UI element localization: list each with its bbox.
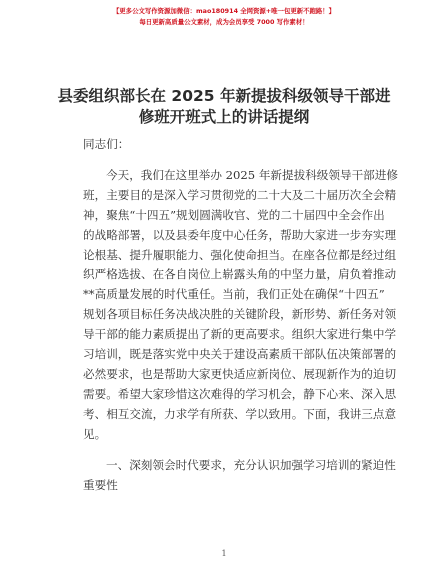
paragraph-line: 班，主要目的是深入学习贯彻党的二十大及二十届历次全会精 (83, 187, 397, 202)
document-title (30, 86, 418, 128)
paragraph-line: 神，聚焦“十四五”规划圆满收官、党的二十届四中全会作出 (83, 207, 385, 222)
promo-banner-line-2: 每日更新高质量公文素材，成为会员享受 7000 写作素材！ (139, 18, 309, 26)
section-heading-1 (83, 456, 396, 496)
promo-banner-line-1: 【更多公文写作资源加微信：mao180914 全网资源+唯一包更新不跑路！】 (112, 7, 336, 15)
paragraph-line: 的战略部署，以及县委年度中心任务，帮助大家进一步夯实理 (83, 227, 397, 242)
paragraph-line: 织严格选拔、在各自岗位上崭露头角的中坚力量，肩负着推动 (83, 267, 397, 282)
document-title-line-1: 县委组织部长在 2025 年新提拔科级领导干部进 (57, 87, 391, 105)
paragraph-line: 考、相互交流，力求学有所获、学以致用。下面，我讲三点意 (83, 406, 397, 421)
document-body (83, 135, 398, 495)
paragraph-line: **高质量发展的时代重任。当前，我们正处在确保“十四五” (83, 287, 385, 302)
paragraph-line: 需要。希望大家珍惜这次难得的学习机会，静下心来、深入思 (83, 386, 397, 401)
promo-banner (0, 6, 448, 28)
greeting-text: 同志们： (83, 137, 130, 151)
heading-line: 一、深刻领会时代要求，充分认识加强学习培训的紧迫性 (106, 457, 396, 472)
document-title-line-2: 修班开班式上的讲话提纲 (138, 108, 310, 126)
paragraph-1 (83, 166, 398, 445)
paragraph-line: 导干部的能力素质提出了新的更高要求。组织大家进行集中学 (83, 327, 397, 342)
paragraph-line: 今天，我们在这里举办 2025 年新提拔科级领导干部进修 (106, 167, 398, 182)
paragraph-line: 习培训，既是落实党中央关于建设高素质干部队伍决策部署的 (83, 347, 397, 362)
paragraph-line: 规划各项目标任务决战决胜的关键阶段，新形势、新任务对领 (83, 307, 397, 322)
heading-line: 重要性 (83, 477, 118, 492)
greeting (83, 135, 379, 155)
page-number: 1 (221, 549, 227, 558)
paragraph-line: 必然要求，也是帮助大家更快适应新岗位、展现新作为的迫切 (83, 366, 397, 381)
paragraph-line: 论根基、提升履职能力、强化使命担当。在座各位都是经过组 (83, 247, 397, 262)
paragraph-line: 见。 (83, 426, 107, 441)
